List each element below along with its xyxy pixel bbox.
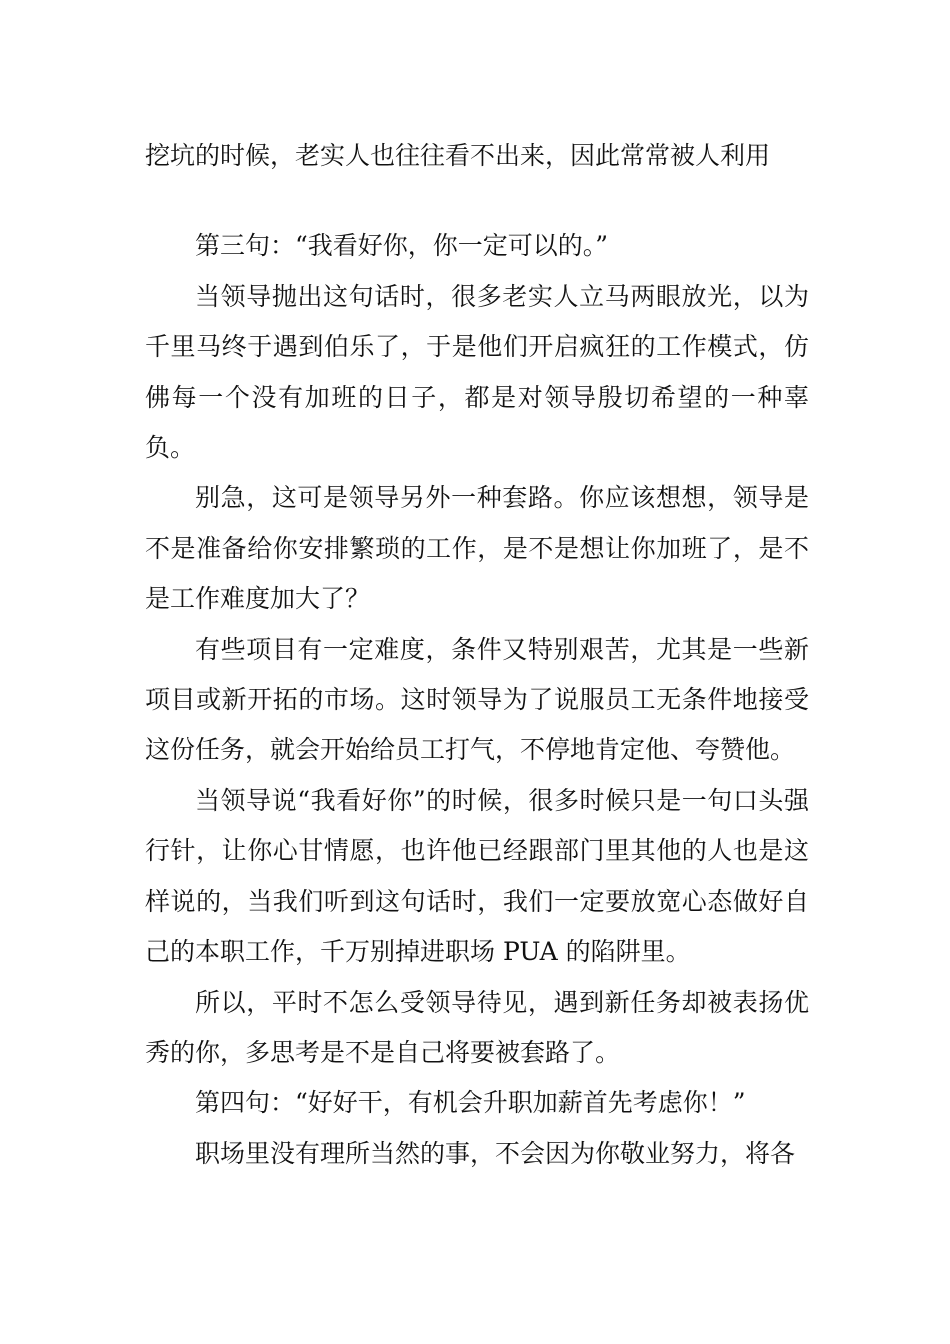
paragraph: 所以，平时不怎么受领导待见，遇到新任务却被表扬优秀的你，多思考是不是自己将要被套路了。 [145,987,809,1067]
paragraph-continuation: 挖坑的时候，老实人也往往看不出来，因此常常被人利用 [145,141,771,170]
paragraph: 别急，这可是领导另外一种套路。你应该想想，领导是不是准备给你安排繁琐的工作，是不是想让你加班了，是不是工作难度加大了？ [145,483,809,614]
paragraph: 当领导说“我看好你”的时候，很多时候只是一句口头强行针，让你心甘情愿，也许他已经跟部门里其他的人也是这样说的，当我们听到这句话时，我们一定要放宽心态做好自己的本职工作，千万别掉进职场 PUA 的陷阱里。 [145,785,809,967]
paragraph-heading-fourth-sentence: 第四句：“好好干，有机会升职加薪首先考虑你！” [195,1088,746,1118]
article-body [145,131,809,1179]
paragraph: 有些项目有一定难度，条件又特别艰苦，尤其是一些新项目或新开拓的市场。这时领导为了说服员工无条件地接受这份任务，就会开始给员工打气，不停地肯定他、夸赞他。 [145,634,809,765]
paragraph: 当领导抛出这句话时，很多老实人立马两眼放光，以为千里马终于遇到伯乐了，于是他们开启疯狂的工作模式，仿佛每一个没有加班的日子，都是对领导殷切希望的一种辜负。 [145,281,809,463]
paragraph-heading-third-sentence: 第三句：“我看好你，你一定可以的。” [195,231,609,261]
paragraph: 职场里没有理所当然的事，不会因为你敬业努力，将各 [195,1138,796,1168]
